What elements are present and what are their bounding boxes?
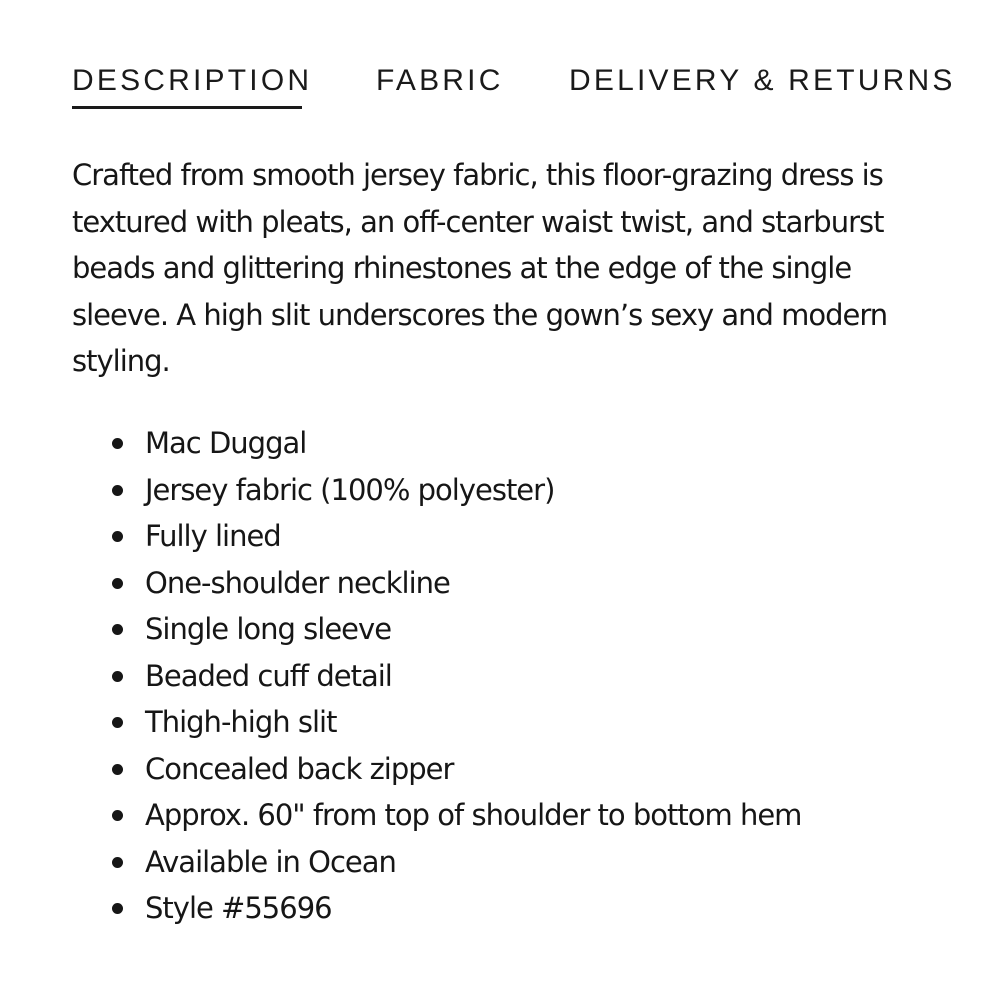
feature-text: Jersey fabric (100% polyester) [145,472,555,507]
tab-fabric-label: FABRIC [376,64,504,97]
bullet-icon [112,857,123,868]
bullet-icon [112,624,123,635]
tab-fabric[interactable] [376,60,504,102]
list-item [112,746,952,793]
list-item [112,420,952,467]
feature-text: Available in Ocean [145,844,396,879]
list-item [112,513,952,560]
list-item [112,653,952,700]
bullet-icon [112,764,123,775]
product-info-tabs [72,60,956,110]
feature-text: Single long sleeve [145,612,392,646]
product-description: Crafted from smooth jersey fabric, this floor-grazing dress is textured with pleats, an off-center waist twist, and starburst beads and glittering rhinestones at the edge of the single sleeve. A high slit underscores the gown’s sexy and modern styling. [72,158,888,378]
tab-description-label: DESCRIPTION [72,64,313,97]
feature-text: Thigh-high slit [145,705,337,739]
active-tab-underline [72,106,302,109]
bullet-icon [112,903,123,914]
list-item [112,560,952,607]
feature-text: Style #55696 [145,891,332,925]
tab-delivery-returns[interactable] [569,60,956,102]
list-item [112,699,952,746]
list-item [112,839,952,886]
feature-text: Fully lined [145,519,281,553]
feature-text: Beaded cuff detail [145,658,392,693]
bullet-icon [112,578,123,589]
list-item [112,885,952,932]
feature-text: Approx. 60" from top of shoulder to bottom hem [145,798,802,832]
list-item [112,792,952,839]
bullet-icon [112,438,123,449]
tab-delivery-returns-label: DELIVERY & RETURNS [569,64,956,97]
list-item [112,467,952,514]
tab-description[interactable] [72,60,312,102]
bullet-icon [112,531,123,542]
product-features-list [112,420,952,932]
bullet-icon [112,485,123,496]
bullet-icon [112,810,123,821]
feature-text: One-shoulder neckline [145,565,450,600]
feature-text: Mac Duggal [145,426,307,460]
list-item [112,606,952,653]
bullet-icon [112,717,123,728]
feature-text: Concealed back zipper [145,751,454,786]
bullet-icon [112,671,123,682]
